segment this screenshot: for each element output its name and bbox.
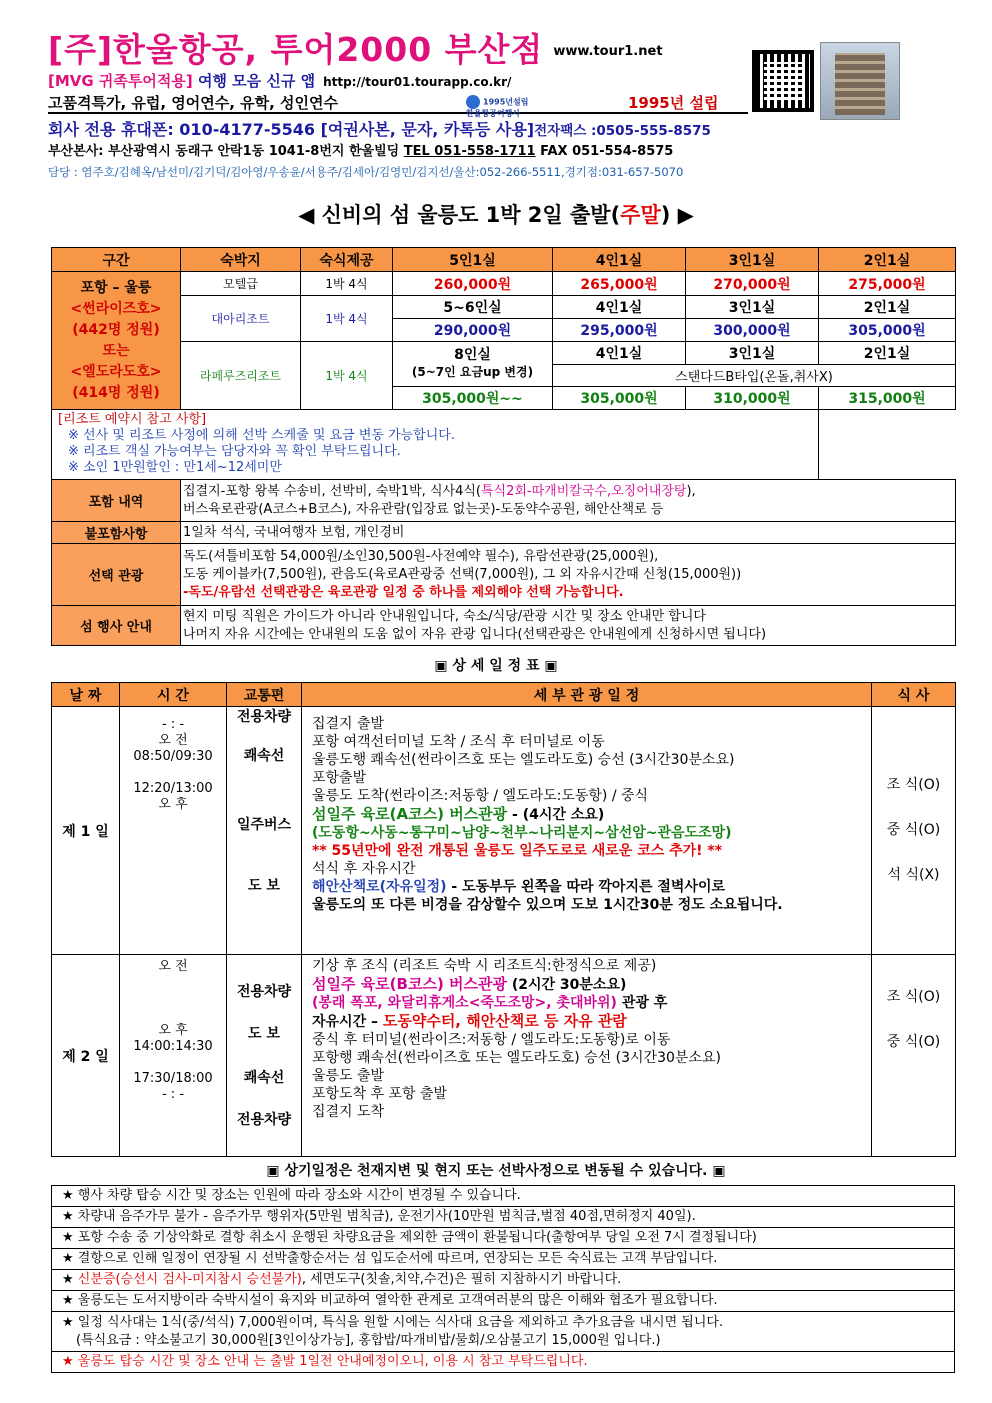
- day2-label: 제 2 일: [52, 955, 120, 1157]
- guide-label: 섬 행사 안내: [52, 606, 181, 646]
- notice-item: ★ 행사 차량 탑승 시간 및 장소는 인원에 따라 장소와 시간이 변경될 수 있습니다.: [52, 1186, 955, 1207]
- fax-line: 전자팩스 :0505-555-8575: [534, 123, 711, 139]
- day1-label: 제 1 일: [52, 707, 120, 955]
- globe-icon: [466, 95, 480, 109]
- col-header: 구간: [52, 248, 181, 272]
- company-name: [주]한울항공, 투어2000 부산점: [48, 30, 544, 69]
- company-logo: 1995년설립 한울항공여행사: [466, 95, 528, 118]
- fax: FAX 051-554-8575: [540, 144, 674, 159]
- exclude-label: 불포함사항: [52, 522, 181, 544]
- day1-detail: 집결지 출발 포항 여객선터미널 도착 / 조식 후 터미널로 이동 울릉도행 쾌속선(썬라이즈호 또는 엘도라도호) 승선 (3시간30분소요) 포항출발 울릉도 도착(썬라이즈:저동항 / 엘도라도:도동항) / 중식 섬일주 육로(A코스) 버스관광 - (4시간 소요) (도동항~사동~통구미~남양~천부~나리분지~삼선암~관음도조망) ** 55년만에 완전 개통된 울릉도 일주도로로 새로운 코스 추가! ** 석식 후 자유시간 해안산책로(자유일정) - 도동부두 왼쪽을 따라 깍아지른 절벽사이로 울릉도의 또 다른 비경을 감상할수 있으며 도보 1시간30분 정도 소요됩니다.: [302, 707, 872, 955]
- schedule-table: 날 짜 시 간 교통편 세 부 관 광 일 정 식 사 제 1 일 - : - 오 전 08:50/09:30 12:20/13:00 오 후 전용차량 쾌속선 일주버스 도 보 집결지 출발 포항 여객선터미널 도착 / 조식 후 터미널로 이동 울릉도행 쾌속선(썬라이즈호 또는 엘도라도호) 승선 (3시간30분소요) 포항출발 울릉도 도착(썬라이즈:저동항 / 엘도라도:도동항) / 중식 섬일주 육로(A코스) 버스관광 - (4시간 소요) (도동항~사동~통구미~남양~천부~나리분지~삼선암~관음도조망) ** 55년만에 완전 개통된 울릉도 일주도로로 새로운 코스 추가! ** 석식 후 자유시간 해안산책로(자유일정) - 도동부두 왼쪽을 따라 깍아지른 절벽사이로 울릉도의 또 다른 비경을 감상할수 있으며 도보 1시간30분 정도 소요됩니다. 조 식(O) 중 식(O) 석 식(X) 제 2 일 오 전 오 후 14:00:14:30 17:30/18:00 - : - 전용차량 도 보 쾌속선 전용차량 기상 후 조식 (리조트 숙박 시 리조트식:한정식으로 제공) 섬일주 육로(B코스) 버스관광 (2시간 30분소요) (봉래 폭포, 와달리휴게소<죽도조망>, 촛대바위) 관광 후 자유시간 – 도동약수터, 해안산책로 등 자유 관람 중식 후 터미널(썬라이즈:저동항 / 엘도라도:도동항)로 이동 포항행 쾌속선(썬라이즈호 또는 엘도라도호) 승선 (3시간30분소요) 울릉도 출발 포항도착 후 포항 출발 집결지 도착 조 식(O) 중 식(O): [51, 682, 956, 1157]
- price-table: 구간 숙박지 숙식제공 5인1실 4인1실 3인1실 2인1실 포항 – 울릉 <썬라이즈호> (442명 정원) 또는 <엘도라도호> (414명 정원) 모텔급 1박 4식 260,000원 265,000원 270,000원 275,000원 대아리조트 1박 4식 5~6인실 4인1실 3인1실 2인1실 290,000원 295,000원 300,000원 305,000원 라페루즈리조트 1박 4식 8인실 (5~7인 요금up 변경) 4인1실 3인1실 2인1실 스탠다드B타입(온돌,취사X) 305,000원~~ 305,000원 310,000원 315,000원 [리조트 예약시 참고 사항] ※ 선사 및 리조트 사정에 의해 선박 스케줄 및 요금 변동 가능합니다. ※ 리조트 객실 가능여부는 담당자와 꼭 확인 부탁드립니다. ※ 소인 1만원할인 : 만1세~12세미만 포함 내역 집결지-포항 왕복 수송비, 선박비, 숙박1박, 식사4식(특식2회-따개비칼국수,오징어내장탕), 버스육로관광(A코스+B코스), 자유관람(입장료 없는곳)-도동약수공원, 해안산책로 등 불포함사항 1일차 석식, 국내여행자 보험, 개인경비 선택 관광 독도(셔틀비포함 54,000원/소인30,500원-사전예약 필수), 유람선관광(25,000원), 도동 케이블카(7,500원), 관음도(육로A관광중 선택(7,000원), 그 외 자유시간때 신청(15,000원)) -독도/유람선 선택관광은 육로관광 일정 중 하나를 제외해야 선택 가능합니다. 섬 행사 안내 현지 미팅 직원은 가이드가 아니라 안내원입니다, 숙소/식당/관광 시간 및 장소 안내만 합니다 나머지 자유 시간에는 안내원의 도움 없이 자유 관광 입니다(선택관광은 안내원에게 신청하시면 됩니다): [51, 247, 956, 646]
- day2-detail: 기상 후 조식 (리조트 숙박 시 리조트식:한정식으로 제공) 섬일주 육로(B코스) 버스관광 (2시간 30분소요) (봉래 폭포, 와달리휴게소<죽도조망>, 촛대바위) 관광 후 자유시간 – 도동약수터, 해안산책로 등 자유 관람 중식 후 터미널(썬라이즈:저동항 / 엘도라도:도동항)로 이동 포항행 쾌속선(썬라이즈호 또는 엘도라도호) 승선 (3시간30분소요) 울릉도 출발 포항도착 후 포항 출발 집결지 도착: [302, 955, 872, 1157]
- route-cell: 포항 – 울릉 <썬라이즈호> (442명 정원) 또는 <엘도라도호> (414명 정원): [52, 272, 181, 410]
- staff-list: 담당 : 염주호/김혜옥/남선미/김기덕/김아영/우송윤/서용주/김세아/김영민/김지선/울산:052-266-5511,경기점:031-657-5070: [48, 165, 684, 179]
- laperouse-name: 라페루즈리조트: [181, 342, 301, 410]
- established: 1995년 설립: [628, 94, 719, 112]
- building-photo: [820, 42, 900, 120]
- website-link[interactable]: www.tour1.net: [553, 43, 663, 59]
- tel: TEL 051-558-1711: [403, 144, 536, 159]
- phone-line: 회사 전용 휴대폰: 010-4177-5546 [여권사본, 문자, 카톡등 사용]: [48, 120, 535, 139]
- page-title: ◀ 신비의 섬 울릉도 1박 2일 출발(주말) ▶: [298, 203, 694, 227]
- address: 부산본사: 부산광역시 동래구 안락1동 1041-8번지 한울빌딩: [48, 144, 400, 159]
- resort-note: [리조트 예약시 참고 사항] ※ 선사 및 리조트 사정에 의해 선박 스케줄 및 요금 변동 가능합니다. ※ 리조트 객실 가능여부는 담당자와 꼭 확인 부탁드립니다. ※ 소인 1만원할인 : 만1세~12세미만: [52, 410, 819, 480]
- include-label: 포함 내역: [52, 480, 181, 522]
- app-tag: [MVG 귀족투어적용]: [48, 72, 193, 90]
- app-url[interactable]: http://tour01.tourapp.co.kr/: [323, 75, 512, 89]
- notice-table: ★ 행사 차량 탑승 시간 및 장소는 인원에 따라 장소와 시간이 변경될 수 있습니다. ★ 차량내 음주가무 불가 - 음주가무 행위자(5만원 범칙금), 운전기사(10만원 범칙금,벌점 40점,면허정지 40일). ★ 포항 수송 중 기상악화로 결항 취소시 운행된 차량요금을 제외한 금액이 환불됩니다(출항여부 당일 오전 7시 결정됩니다) ★ 결항으로 인해 일정이 연장될 시 선박출항순서는 섬 입도순서에 따르며, 연장되는 모든 숙식료는 고객 부담입니다. ★ 신분증(승선시 검사-미지참시 승선불가), 세면도구(칫솔,치약,수건)은 필히 지참하시기 바랍니다. ★ 울릉도는 도서지방이라 숙박시설이 육지와 비교하여 열악한 관계로 고객여러분의 많은 이해와 협조가 필요합니다. ★ 일정 식사대는 1식(중/석식) 7,000원이며, 특식을 원할 시에는 식사대 요금을 제외하고 추가요금을 내시면 됩니다. (특식요금 : 약소불고기 30,000원[3인이상가능], 홍합밥/따개비밥/물회/오삼불고기 15,000원 입니다.) ★ 울릉도 탑승 시간 및 장소 안내 는 출발 1일전 안내예정이오니, 이용 시 참고 부탁드립니다.: [51, 1185, 955, 1373]
- qr-code-icon[interactable]: [752, 50, 814, 112]
- services: 고품격특가, 유럽, 영어연수, 유학, 성인연수: [48, 94, 339, 112]
- notice-title: ▣ 상기일정은 천재지변 및 현지 또는 선박사정으로 변동될 수 있습니다. ▣: [266, 1163, 726, 1179]
- option-label: 선택 관광: [52, 544, 181, 606]
- price: 260,000원: [393, 272, 553, 296]
- schedule-title: ▣ 상 세 일 정 표 ▣: [434, 658, 558, 674]
- daemyung-name: 대아리조트: [181, 296, 301, 342]
- app-name: 여행 모음 신규 앱: [197, 72, 316, 90]
- motel-name: 모텔급: [181, 272, 301, 296]
